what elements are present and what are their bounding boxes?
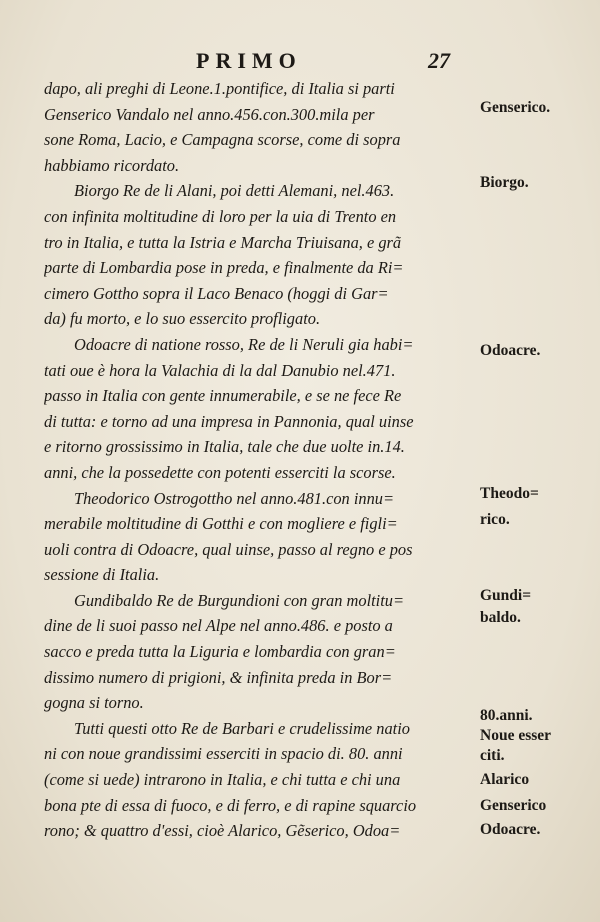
margin-note: Genserico — [480, 797, 547, 814]
text-line: con infinita moltitudine di loro per la uia di Trento en — [44, 206, 397, 226]
margin-note: baldo. — [480, 609, 521, 626]
text-line: (come si uede) intrarono in Italia, e chi tutta e chi una — [44, 770, 401, 790]
margin-note: Biorgo. — [480, 174, 529, 191]
text-line: gogna si torno. — [44, 693, 144, 713]
text-line: parte di Lombardia pose in preda, e finalmente da Ri= — [44, 258, 404, 278]
text-line: habbiamo ricordato. — [44, 155, 180, 175]
margin-note: 80.anni. — [480, 707, 533, 724]
text-line: sessione di Italia. — [44, 565, 160, 585]
text-line: Genserico Vandalo nel anno.456.con.300.mila per — [44, 104, 375, 124]
text-line: tati oue è hora la Valachia di la dal Danubio nel.471. — [44, 360, 396, 380]
text-line: Odoacre di natione rosso, Re de li Neruli gia habi= — [74, 334, 414, 354]
text-line: sone Roma, Lacio, e Campagna scorse, come di sopra — [44, 130, 401, 150]
margin-note: Odoacre. — [480, 342, 541, 359]
text-line: uoli contra di Odoacre, qual uinse, passo al regno e pos — [44, 539, 413, 559]
margin-note: rico. — [480, 511, 510, 528]
text-line: passo in Italia con gente innumerabile, e se ne fece Re — [44, 386, 402, 406]
text-line: e ritorno grossissimo in Italia, tale che due uolte in.14. — [44, 437, 405, 457]
text-line: sacco e preda tutta la Liguria e lombardia con gran= — [44, 642, 396, 662]
margin-note: Genserico. — [480, 99, 551, 116]
text-line: merabile moltitudine di Gotthi e con mogliere e figli= — [44, 514, 398, 534]
page-number: 27 — [428, 48, 450, 73]
text-line: bona pte di essa di fuoco, e di ferro, e di rapine squarcio — [44, 795, 417, 815]
text-line: dine de li suoi passo nel Alpe nel anno.486. e posto a — [44, 616, 393, 636]
text-line: Theodorico Ostrogottho nel anno.481.con innu= — [74, 488, 395, 508]
text-line: anni, che la possedette con potenti esserciti la scorse. — [44, 462, 396, 482]
page-header — [0, 48, 600, 74]
text-line: da) fu morto, e lo suo essercito profligato. — [44, 309, 321, 329]
text-line: di tutta: e torno ad una impresa in Pannonia, qual uinse — [44, 411, 414, 431]
text-line: Gundibaldo Re de Burgundioni con gran moltitu= — [74, 590, 405, 610]
text-line: cimero Gottho sopra il Laco Benaco (hoggi di Gar= — [44, 283, 389, 303]
margin-note: Gundi= — [480, 587, 532, 604]
margin-note: Noue esser — [480, 727, 552, 744]
text-line: dissimo numero di prigioni, & infinita preda in Bor= — [44, 667, 393, 687]
text-line: dapo, ali preghi di Leone.1.pontifice, di Italia si parti — [44, 79, 395, 98]
margin-note: citi. — [480, 747, 505, 764]
text-line: Tutti questi otto Re de Barbari e crudelissime natio — [74, 718, 410, 738]
text-line: rono; & quattro d'essi, cioè Alarico, Gẽserico, Odoa= — [44, 821, 401, 841]
margin-note: Alarico — [480, 771, 530, 788]
text-line: ni con noue grandissimi esserciti in spacio di. 80. anni — [44, 744, 403, 764]
text-line: tro in Italia, e tutta la Istria e Marcha Triuisana, e grã — [44, 232, 402, 252]
running-head: PRIMO — [196, 48, 302, 73]
body-text — [44, 76, 476, 844]
margin-note: Theodo= — [480, 485, 539, 502]
margin-note: Odoacre. — [480, 821, 541, 838]
text-line: Biorgo Re de li Alani, poi detti Alemani, nel.463. — [74, 181, 395, 201]
